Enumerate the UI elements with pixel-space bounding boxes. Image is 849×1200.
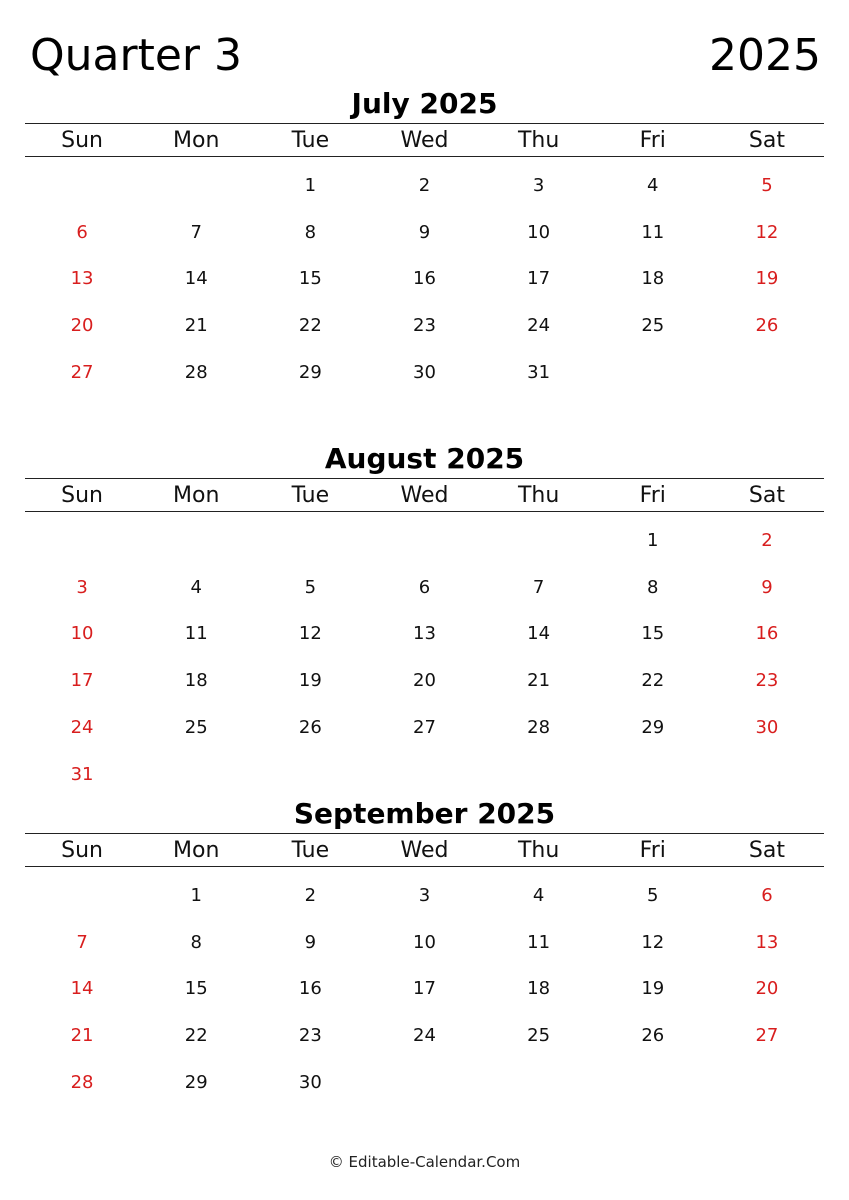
- day-cell: 25: [184, 717, 208, 739]
- weekday-fri: Fri: [639, 483, 666, 508]
- weekday-sun: Sun: [61, 483, 103, 508]
- day-cell: 18: [184, 670, 208, 692]
- weekday-wed: Wed: [400, 838, 449, 863]
- day-cell: 4: [190, 576, 202, 598]
- day-cell: 10: [413, 931, 436, 953]
- day-cell: 30: [298, 1072, 322, 1094]
- weekday-thu: Thu: [517, 483, 560, 508]
- day-cell: 20: [70, 315, 94, 337]
- day-cell: 18: [641, 268, 665, 290]
- day-cell: 15: [184, 978, 208, 1000]
- day-cell: 13: [413, 623, 436, 645]
- day-grid: [25, 157, 824, 391]
- weekday-tue: Tue: [291, 128, 330, 153]
- day-cell: 8: [190, 931, 202, 953]
- day-cell: 28: [70, 1072, 94, 1094]
- weekday-header: [25, 833, 824, 867]
- day-cell: 12: [755, 221, 779, 243]
- day-cell: 9: [761, 576, 773, 598]
- weekday-tue: Tue: [291, 838, 330, 863]
- weekday-mon: Mon: [173, 128, 220, 153]
- day-grid: [25, 512, 824, 793]
- day-cell: 9: [418, 221, 431, 243]
- page-year: 2025: [709, 30, 821, 81]
- day-cell: 8: [647, 576, 659, 598]
- day-cell: 27: [413, 717, 436, 739]
- day-cell: 7: [76, 931, 88, 953]
- weekday-mon: Mon: [173, 483, 220, 508]
- day-cell: 14: [70, 978, 94, 1000]
- weekday-tue: Tue: [291, 483, 330, 508]
- day-cell: 26: [641, 1025, 665, 1047]
- day-cell: 21: [184, 315, 208, 337]
- day-cell: 27: [70, 362, 94, 384]
- day-cell: 8: [304, 221, 317, 243]
- day-cell: 10: [70, 623, 94, 645]
- day-cell: 24: [70, 717, 94, 739]
- day-cell: 16: [298, 978, 322, 1000]
- page-title: Quarter 3: [30, 30, 242, 81]
- day-cell: 11: [641, 221, 665, 243]
- weekday-wed: Wed: [400, 483, 449, 508]
- day-cell: 13: [70, 268, 94, 290]
- day-cell: 21: [70, 1025, 94, 1047]
- day-cell: 23: [755, 670, 779, 692]
- day-cell: 16: [413, 268, 436, 290]
- day-cell: 3: [418, 884, 431, 906]
- weekday-sun: Sun: [61, 838, 103, 863]
- day-cell: 14: [184, 268, 208, 290]
- footer-credit: © Editable-Calendar.Com: [328, 1153, 521, 1171]
- weekday-fri: Fri: [639, 128, 666, 153]
- day-cell: 22: [298, 315, 322, 337]
- day-cell: 1: [190, 884, 202, 906]
- day-cell: 12: [641, 931, 665, 953]
- day-cell: 19: [641, 978, 665, 1000]
- day-cell: 4: [532, 884, 545, 906]
- day-cell: 5: [647, 884, 659, 906]
- day-cell: 19: [298, 670, 322, 692]
- day-cell: 3: [532, 174, 545, 196]
- day-cell: 6: [76, 221, 88, 243]
- weekday-thu: Thu: [517, 128, 560, 153]
- day-cell: 29: [641, 717, 665, 739]
- day-cell: 17: [527, 268, 551, 290]
- day-cell: 26: [298, 717, 322, 739]
- month-title: September 2025: [293, 797, 556, 830]
- day-cell: 17: [413, 978, 436, 1000]
- day-cell: 5: [761, 174, 773, 196]
- month-august: [25, 443, 824, 793]
- weekday-header: [25, 478, 824, 512]
- weekday-sat: Sat: [748, 483, 785, 508]
- weekday-header: [25, 123, 824, 157]
- day-cell: 30: [413, 362, 436, 384]
- day-cell: 25: [641, 315, 665, 337]
- weekday-sat: Sat: [748, 128, 785, 153]
- day-cell: 17: [70, 670, 94, 692]
- day-cell: 15: [298, 268, 322, 290]
- weekday-wed: Wed: [400, 128, 449, 153]
- day-cell: 15: [641, 623, 665, 645]
- day-cell: 27: [755, 1025, 779, 1047]
- day-cell: 2: [761, 529, 773, 551]
- month-july: [25, 88, 824, 391]
- day-cell: 1: [304, 174, 317, 196]
- day-cell: 23: [298, 1025, 322, 1047]
- day-cell: 29: [184, 1072, 208, 1094]
- day-cell: 31: [527, 362, 551, 384]
- day-cell: 2: [304, 884, 317, 906]
- day-cell: 13: [755, 931, 779, 953]
- day-cell: 11: [184, 623, 208, 645]
- day-cell: 20: [755, 978, 779, 1000]
- day-cell: 2: [418, 174, 431, 196]
- day-cell: 20: [413, 670, 436, 692]
- day-cell: 28: [184, 362, 208, 384]
- month-title: July 2025: [351, 87, 498, 120]
- day-cell: 18: [527, 978, 551, 1000]
- day-cell: 19: [755, 268, 779, 290]
- day-cell: 29: [298, 362, 322, 384]
- day-cell: 31: [70, 763, 94, 785]
- day-cell: 22: [641, 670, 665, 692]
- day-cell: 26: [755, 315, 779, 337]
- weekday-fri: Fri: [639, 838, 666, 863]
- weekday-sat: Sat: [748, 838, 785, 863]
- day-cell: 4: [647, 174, 659, 196]
- day-cell: 11: [527, 931, 551, 953]
- day-cell: 21: [527, 670, 551, 692]
- weekday-thu: Thu: [517, 838, 560, 863]
- day-cell: 28: [527, 717, 551, 739]
- day-cell: 23: [413, 315, 436, 337]
- day-cell: 24: [413, 1025, 436, 1047]
- day-cell: 7: [532, 576, 545, 598]
- day-cell: 6: [761, 884, 773, 906]
- day-cell: 24: [527, 315, 551, 337]
- month-title: August 2025: [324, 442, 525, 475]
- day-cell: 22: [184, 1025, 208, 1047]
- day-cell: 16: [755, 623, 779, 645]
- weekday-sun: Sun: [61, 128, 103, 153]
- day-grid: [25, 867, 824, 1101]
- day-cell: 7: [190, 221, 202, 243]
- day-cell: 5: [304, 576, 317, 598]
- day-cell: 25: [527, 1025, 551, 1047]
- day-cell: 3: [76, 576, 88, 598]
- day-cell: 1: [647, 529, 659, 551]
- day-cell: 12: [298, 623, 322, 645]
- day-cell: 10: [527, 221, 551, 243]
- day-cell: 30: [755, 717, 779, 739]
- day-cell: 14: [527, 623, 551, 645]
- month-september: [25, 798, 824, 1101]
- day-cell: 6: [418, 576, 431, 598]
- day-cell: 9: [304, 931, 317, 953]
- weekday-mon: Mon: [173, 838, 220, 863]
